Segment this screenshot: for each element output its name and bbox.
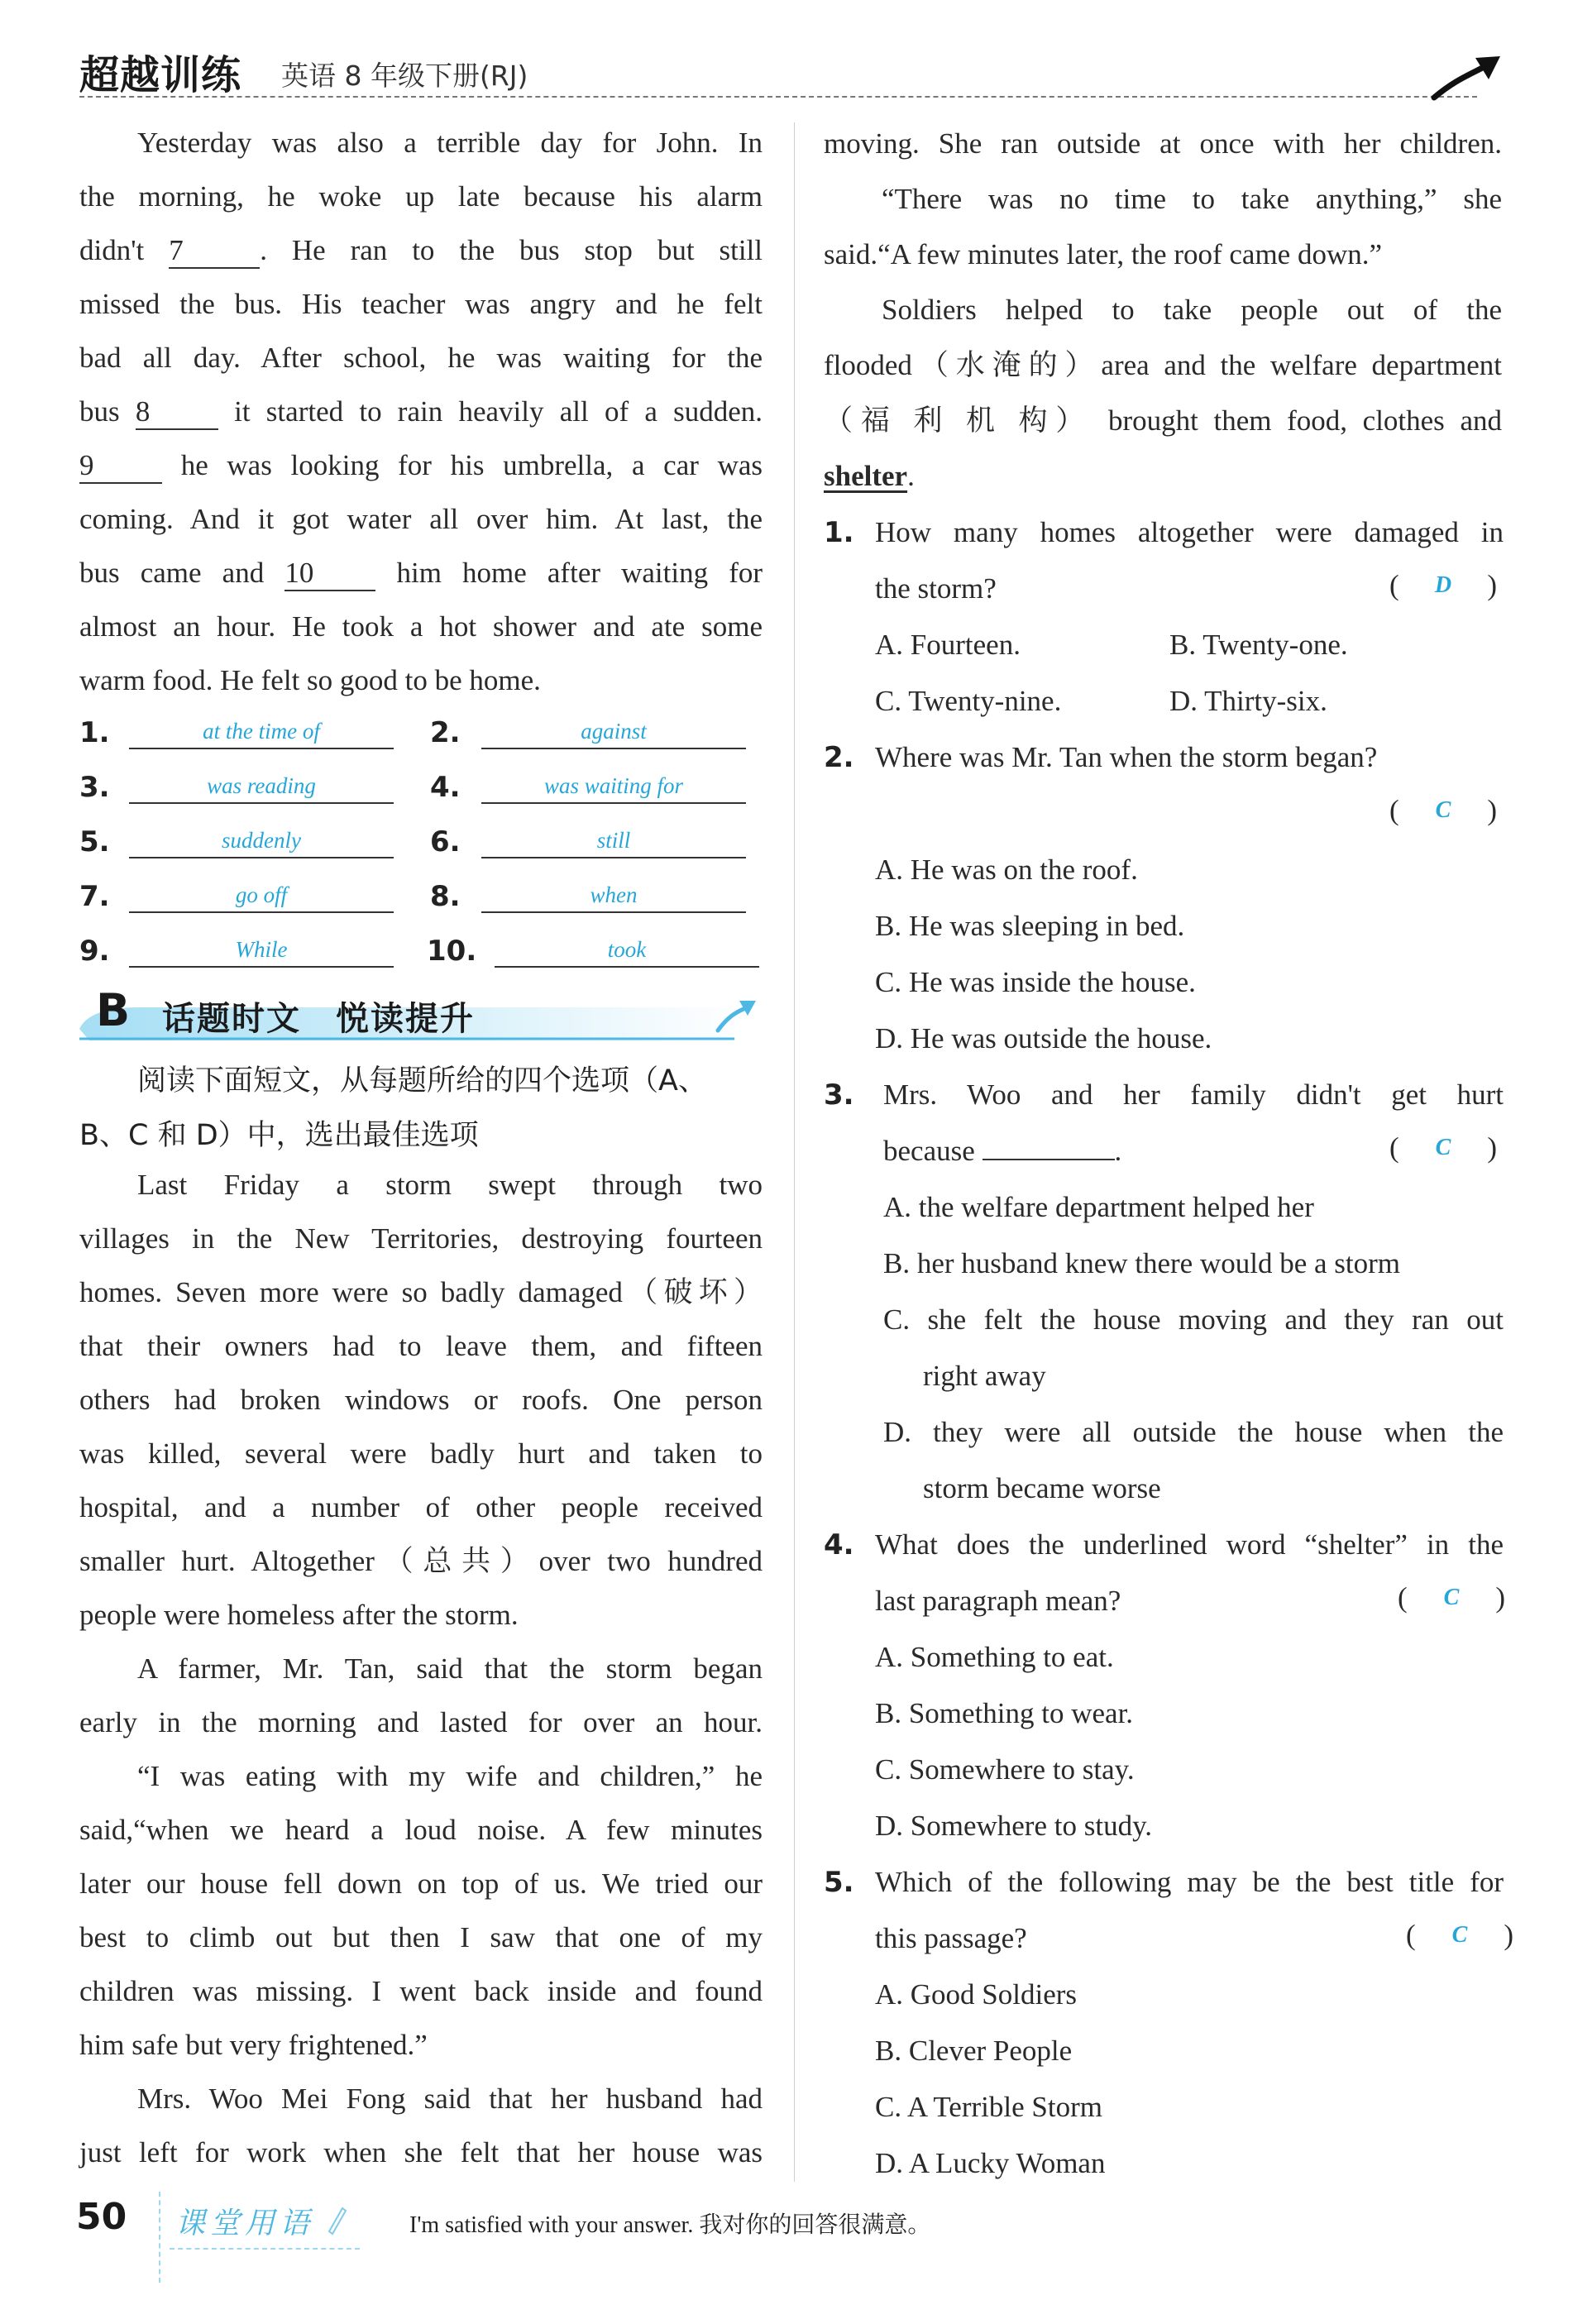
passage-a-line: warm food. He felt so good to be home.: [79, 664, 541, 696]
passage-a-line: bus came and 10 him home after waiting for: [79, 546, 763, 600]
option[interactable]: C. He was inside the house.: [875, 966, 1196, 998]
passage-a-line: coming. And it got water all over him. At last, the: [79, 503, 763, 535]
footer-label: 课堂用语: [175, 2207, 315, 2240]
option[interactable]: D. Thirty-six.: [1169, 685, 1327, 717]
question-text: Which of the following may be the best title for this passage?: [875, 1866, 1504, 1954]
instruction-line: 阅读下面短文，从每题所给的四个选项（A、: [137, 1064, 707, 1097]
column-divider: [794, 122, 795, 2182]
footer-text: I'm satisfied with your answer. 我对你的回答很满意。: [409, 2212, 931, 2238]
passage-a-line: almost an hour. He took a hot shower and ate some: [79, 610, 763, 643]
passage-b-line: “I was eating with my wife and children,” he: [137, 1760, 763, 1792]
option[interactable]: C. she felt the house moving and they ran out: [883, 1303, 1504, 1336]
question-number: 5.: [824, 1866, 854, 1899]
answer-number: 5.: [79, 825, 110, 858]
option[interactable]: D. He was outside the house.: [875, 1022, 1212, 1054]
passage-b-line: Mrs. Woo Mei Fong said that her husband had: [137, 2083, 763, 2115]
passage-b-line: that their owners had to leave them, and fifteen: [79, 1330, 763, 1362]
passage-b-line: homes. Seven more were so badly damaged（破坏）: [79, 1276, 763, 1308]
instruction-line: B、C 和 D）中，选出最佳选项: [79, 1119, 479, 1152]
answer-choice[interactable]: C: [1435, 1135, 1451, 1160]
passage-a-line: didn't 7 . He ran to the bus stop but still: [79, 223, 763, 277]
passage-b-line: flooded（水淹的）area and the welfare department: [824, 349, 1502, 381]
passage-b-left: [79, 1158, 763, 2179]
section-b-title: 话题时文 悦读提升: [162, 1000, 475, 1038]
option-continued: storm became worse: [923, 1472, 1161, 1504]
question-number: 2.: [824, 741, 854, 774]
footer-underline: [170, 2248, 360, 2250]
answer-line[interactable]: when: [481, 877, 746, 913]
option[interactable]: A. Good Soldiers: [875, 1978, 1078, 2011]
answer-line[interactable]: suddenly: [129, 822, 394, 858]
footer-divider: [159, 2192, 160, 2283]
pen-icon: [324, 2203, 349, 2236]
answer-choice[interactable]: C: [1451, 1922, 1468, 1948]
answer-number: 4.: [430, 771, 461, 804]
passage-b-line: villages in the New Territories, destroying fourteen: [79, 1222, 763, 1255]
answer-choice[interactable]: D: [1434, 572, 1452, 598]
passage-b-line: others had broken windows or roofs. One person: [79, 1384, 763, 1416]
worksheet-page: 超越训练 英语 8 年级下册(RJ) Yesterday was also a terrible day for John. In the morning, he woke up late because his alarm didn't 7 . He ran to the bus stop but still missed the bus. His teacher was angry and he felt bad all day. After school, he was waiting for the bus 8 it started to rain heavily all of a sudden. 9 he was looking for his umbrella, a car was coming. And it got water all over him. At last, the bus came and 10 him home after waiting for almost an hour. He took a hot shower and ate some warm food. He felt so good to be home. 1. at the time of 2. against 3. was reading 4. was waiting for 5. suddenly 6. still 7. go off 8. when 9. While 10. took B 话题时文 悦读提升 阅读下面短文，从每题所给的四个选项（A、 B、C 和 D）中，选出最佳选项 Last Friday a storm swept through two villages in the New Territories, destroying fourteen homes. Seven more were so badly damaged（破坏） that their owners had to leave them, and fifteen others had broken windows or roofs. One person was killed, several were badly hurt and taken to hospital, and a number of other people received smaller hurt. Altogether（总共）over two hundred people were homeless after the storm. A farmer, Mr. Tan, said that the storm began early in the morning and lasted for over an hour. “I was eating with my wife and children,” he said,“when we heard a loud noise. A few minutes later our house fell down on top of us. We tried our best to climb out but then I saw that one of my children was missing. I went back inside and found him safe but very frightened.” Mrs. Woo Mei Fong said that her husband had just left for work when she felt that her house was moving. She ran outside at once with her children. “There was no time to take anything,” she said.“A few minutes later, the roof came down.” Soldiers helped to take people out of the flooded（水淹的）area and the welfare department （福 利 机 构） brought them food, clothes and shelter. 1. How many homes altogether were damaged in the storm? ( D ) A. Fourteen. B. Twenty-one. C. Twenty-nine. D. Thirty-six. 2. Where was Mr. Tan when the storm began? ( C ) A. He was on the roof. B. He was sleeping in bed. C. He was inside the house. D. He was outside the house. 3. Mrs. Woo and her family didn't get hurt because . ( C ) A. the welfare department helped her B. her husband knew there would be a storm C. she felt the house moving and they ran out right away D. they were all outside the house when the storm became worse 4. What does the underlined word “shelter” in the last paragraph mean? ( C ) A. Something to eat. B. Something to wear. C. Somewhere to stay. D. Somewhere to study. 5. Which of the following may be the best title for this passage? ( C ) A. Good Soldiers B. Clever People C. A Terrible Storm D. A Lucky Woman 50 课堂用语 I'm satisfied with your answer. 我对你的回答很满意。: [0, 0, 1573, 2324]
passage-b-line: A farmer, Mr. Tan, said that the storm began: [137, 1652, 763, 1685]
page-number: 50: [76, 2196, 127, 2238]
option[interactable]: C. A Terrible Storm: [875, 2091, 1102, 2123]
passage-b-line: Soldiers helped to take people out of the: [882, 294, 1502, 326]
question-text: How many homes altogether were damaged in the storm?: [875, 516, 1504, 605]
question-number: 1.: [824, 516, 854, 549]
section-b-letter: B: [96, 984, 131, 1036]
passage-b-line: “There was no time to take anything,” she: [882, 183, 1502, 215]
answer-line[interactable]: was waiting for: [481, 767, 746, 804]
option[interactable]: C. Twenty-nine.: [875, 685, 1062, 717]
option[interactable]: D. Somewhere to study.: [875, 1810, 1153, 1842]
answer-number: 3.: [79, 771, 110, 804]
passage-b-line: best to climb out but then I saw that one of my: [79, 1921, 763, 1953]
answer-line[interactable]: took: [495, 931, 759, 968]
option[interactable]: A. the welfare department helped her: [883, 1191, 1314, 1223]
passage-a-line: bus 8 it started to rain heavily all of a sudden.: [79, 385, 763, 438]
instruction: [79, 1054, 763, 1163]
header-brand: 超越训练: [79, 52, 242, 98]
header-divider: [79, 96, 1477, 98]
option[interactable]: D. they were all outside the house when the: [883, 1416, 1504, 1448]
blank-10: 10: [284, 557, 375, 591]
answer-number: 10.: [427, 935, 477, 968]
passage-b-right: [824, 116, 1502, 504]
passage-b-line: shelter.: [824, 460, 915, 492]
answer-line[interactable]: against: [481, 713, 746, 749]
question-text: What does the underlined word “shelter” in the last paragraph mean?: [875, 1528, 1504, 1617]
option[interactable]: A. He was on the roof.: [875, 854, 1138, 886]
option-continued: right away: [923, 1360, 1046, 1392]
option[interactable]: B. her husband knew there would be a storm: [883, 1247, 1400, 1279]
answer-number: 7.: [79, 880, 110, 913]
option[interactable]: A. Something to eat.: [875, 1641, 1114, 1673]
passage-b-line: hospital, and a number of other people received: [79, 1491, 763, 1523]
option[interactable]: B. Twenty-one.: [1169, 629, 1348, 661]
answer-number: 9.: [79, 935, 110, 968]
passage-b-line: just left for work when she felt that her house was: [79, 2136, 763, 2169]
answer-line[interactable]: While: [129, 931, 394, 968]
question-number: 3.: [824, 1078, 854, 1112]
section-b-header: [73, 983, 759, 1049]
question-text: Where was Mr. Tan when the storm began?: [875, 741, 1378, 773]
passage-b-line: said,“when we heard a loud noise. A few minutes: [79, 1814, 763, 1846]
passage-b-line: children was missing. I went back inside and found: [79, 1975, 763, 2007]
question-text: Mrs. Woo and her family didn't get hurt because .: [883, 1078, 1504, 1167]
passage-a-line: missed the bus. His teacher was angry and he felt: [79, 288, 763, 320]
option[interactable]: B. Clever People: [875, 2035, 1073, 2067]
passage-b-line: moving. She ran outside at once with her children.: [824, 127, 1502, 160]
option[interactable]: A. Fourteen.: [875, 629, 1021, 661]
shelter-word: shelter: [824, 460, 908, 492]
blank-8: 8: [136, 395, 218, 430]
answer-line[interactable]: at the time of: [129, 713, 394, 749]
passage-a-line: the morning, he woke up late because his alarm: [79, 180, 763, 213]
answer-number: 6.: [430, 825, 461, 858]
answer-number: 1.: [79, 716, 110, 749]
answer-choice[interactable]: C: [1435, 797, 1451, 823]
answer-number: 8.: [430, 880, 461, 913]
answer-line[interactable]: go off: [129, 877, 394, 913]
option[interactable]: B. He was sleeping in bed.: [875, 910, 1185, 942]
passage-b-line: people were homeless after the storm.: [79, 1599, 519, 1631]
passage-b-line: said.“A few minutes later, the roof came down.”: [824, 238, 1383, 270]
passage-b-line: later our house fell down on top of us. We tried our: [79, 1867, 763, 1900]
question-number: 4.: [824, 1528, 854, 1561]
passage-b-line: was killed, several were badly hurt and taken to: [79, 1437, 763, 1470]
passage-b-line: smaller hurt. Altogether（总共）over two hundred: [79, 1545, 763, 1577]
option[interactable]: C. Somewhere to stay.: [875, 1753, 1135, 1786]
blank-9: 9: [79, 449, 162, 484]
option[interactable]: D. A Lucky Woman: [875, 2147, 1106, 2179]
passage-a-line: bad all day. After school, he was waiting for the: [79, 342, 763, 374]
blank-7: 7: [169, 234, 260, 269]
passage-a-line: 9 he was looking for his umbrella, a car was: [79, 438, 763, 492]
passage-b-line: him safe but very frightened.”: [79, 2029, 428, 2061]
passage-b-line: early in the morning and lasted for over an hour.: [79, 1706, 763, 1738]
passage-b-line: Last Friday a storm swept through two: [137, 1169, 763, 1201]
option[interactable]: B. Something to wear.: [875, 1697, 1134, 1729]
passage-a-line: Yesterday was also a terrible day for John. In: [137, 127, 763, 159]
answer-number: 2.: [430, 716, 461, 749]
passage-b-line: （福 利 机 构） brought them food, clothes and: [824, 404, 1502, 437]
header-subtitle: 英语 8 年级下册(RJ): [281, 60, 528, 92]
passage-a: [79, 116, 763, 707]
answer-line[interactable]: was reading: [129, 767, 394, 804]
answer-line[interactable]: still: [481, 822, 746, 858]
blank-line: [983, 1134, 1115, 1160]
answer-choice[interactable]: C: [1443, 1585, 1460, 1610]
header-arrow-icon: [1431, 46, 1505, 104]
